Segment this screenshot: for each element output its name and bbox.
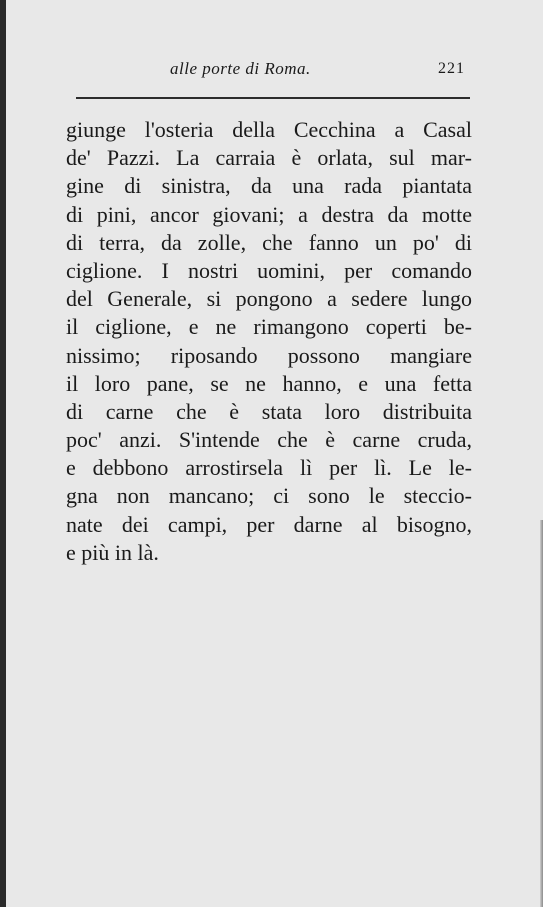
text-line: giunge l'osteria della Cecchina a Casal — [66, 117, 472, 142]
page-binding-edge — [0, 0, 6, 907]
text-line: de' Pazzi. La carraia è orlata, sul mar- — [66, 145, 472, 171]
text-line: del Generale, si pongono a sedere lungo — [66, 286, 472, 312]
body-text — [66, 116, 472, 567]
running-head: alle porte di Roma. — [170, 59, 311, 78]
text-line: e debbono arrostirsela lì per lì. Le le- — [66, 455, 472, 481]
text-line: il loro pane, se ne hanno, e una fetta — [66, 370, 472, 396]
text-line: ciglione. I nostri uomini, per comando — [66, 257, 472, 283]
text-line: di pini, ancor giovani; a destra da motte — [66, 201, 472, 227]
text-line: nate dei campi, per darne al bisogno, — [66, 511, 472, 537]
page-number: 221 — [438, 60, 465, 77]
header-rule — [76, 97, 470, 99]
text-line: di terra, da zolle, che fanno un po' di — [66, 229, 472, 255]
text-line: poc' anzi. S'intende che è carne cruda, — [66, 427, 472, 453]
text-line: di carne che è stata loro distribuita — [66, 398, 472, 424]
text-line: nissimo; riposando possono mangiare — [66, 342, 472, 368]
text-line: il ciglione, e ne rimangono coperti be- — [66, 314, 472, 340]
text-line-last: e più in là. — [66, 539, 159, 565]
text-line: gna non mancano; ci sono le steccio- — [66, 483, 472, 509]
text-line: gine di sinistra, da una rada piantata — [66, 173, 472, 199]
